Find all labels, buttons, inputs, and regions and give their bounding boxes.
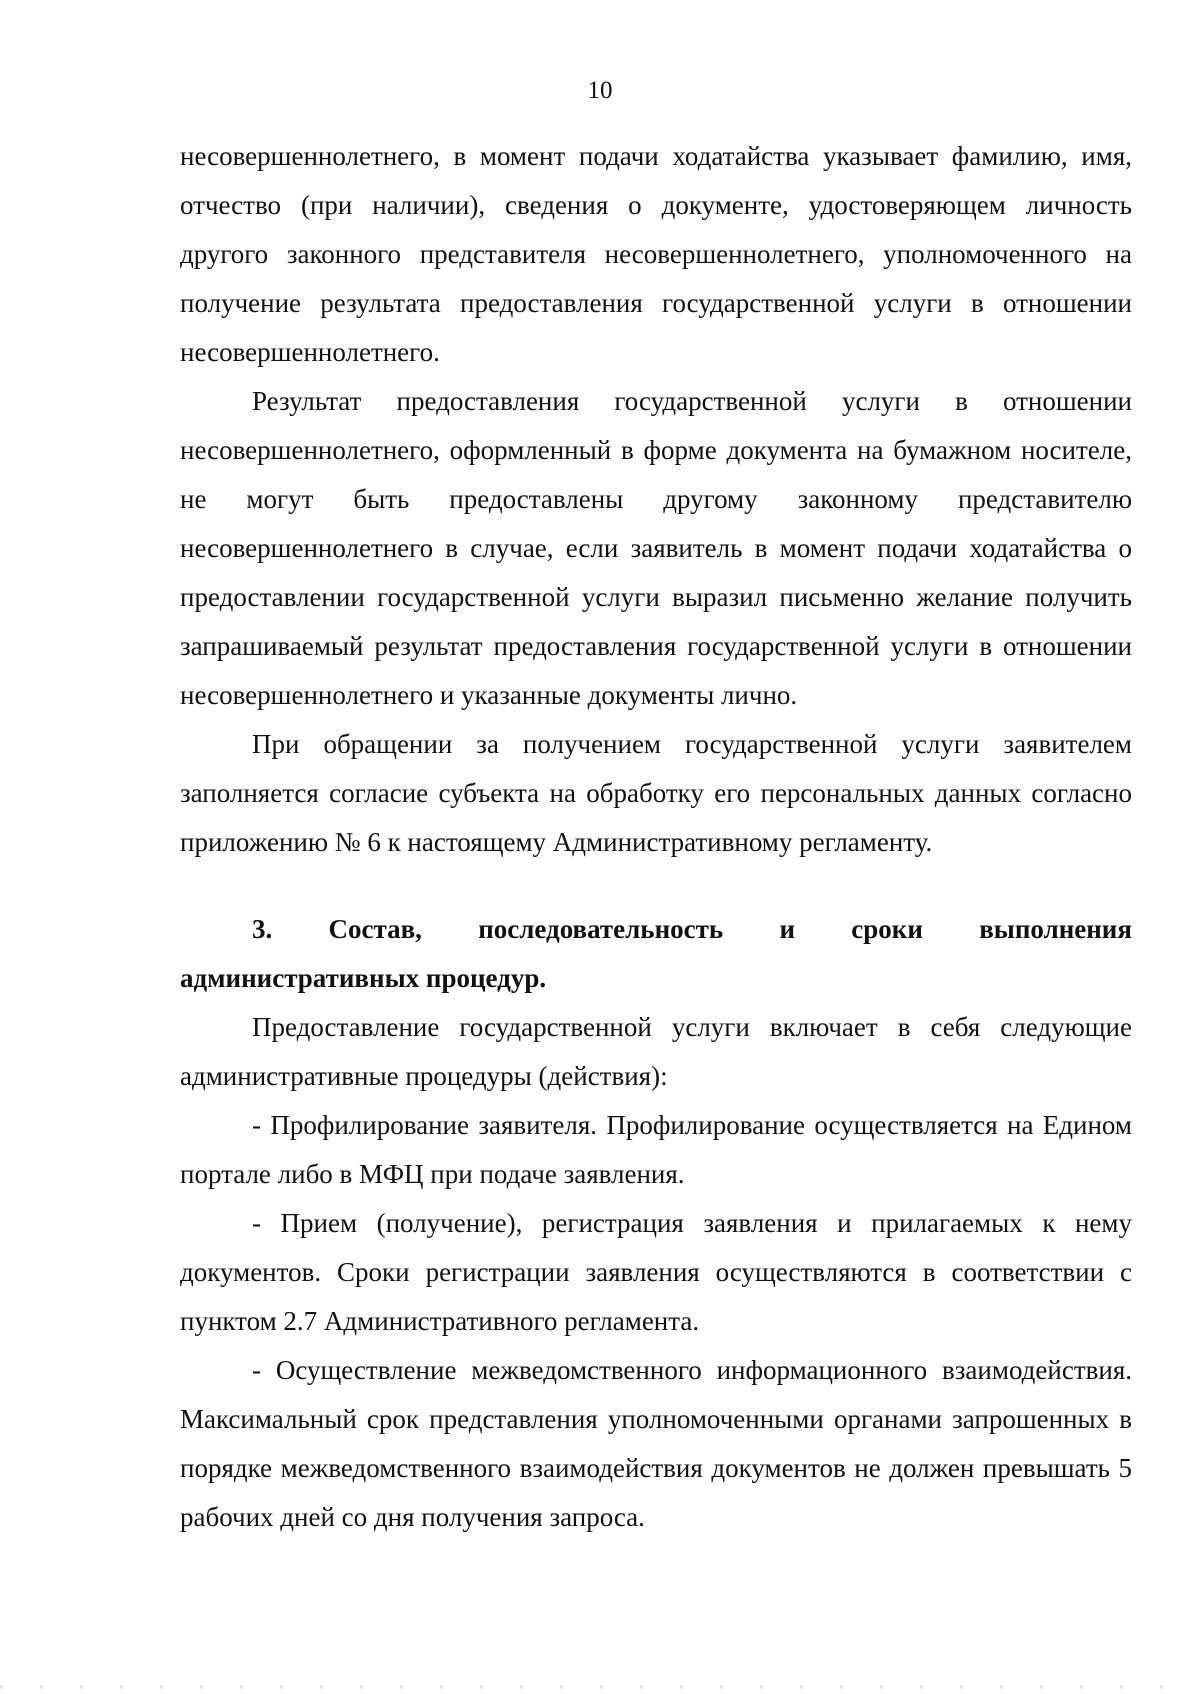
section-heading-word: и: [779, 914, 796, 944]
section-heading-continuation: административных процедур.: [180, 963, 547, 993]
paragraph-continuation: несовершеннолетнего, в момент подачи ходатайства указывает фамилию, имя, отчество (при наличии), сведения о документе, удостоверяющем личность другого законного представителя несовершеннолетнего, уполномоченного на получение результата предоставления государственной услуги в отношении несовершеннолетнего.: [180, 141, 1132, 367]
section-heading-word: выполнения: [979, 914, 1132, 944]
document-body: [180, 132, 1132, 1542]
section-heading-word: сроки: [851, 914, 923, 944]
paragraph-result-minor: Результат предоставления государственной услуги в отношении несовершеннолетнего, оформленный в форме документа на бумажном носителе, не могут быть предоставлены другому законному представителю несовершеннолетнего в случае, если заявитель в момент подачи ходатайства о предоставлении государственной услуги выразил письменно желание получить запрашиваемый результат предоставления государственной услуги в отношении несовершеннолетнего и указанные документы лично.: [180, 386, 1132, 710]
list-item-registration: - Прием (получение), регистрация заявления и прилагаемых к нему документов. Сроки регистрации заявления осуществляются в соответствии с пунктом 2.7 Административного регламента.: [180, 1208, 1132, 1336]
list-item-profiling: - Профилирование заявителя. Профилирование осуществляется на Едином портале либо в МФЦ при подаче заявления.: [180, 1110, 1132, 1189]
page-number: 10: [587, 77, 613, 104]
list-item-interaction: - Осуществление межведомственного информационного взаимодействия. Максимальный срок представления уполномоченными органами запрошенных в порядке межведомственного взаимодействия документов не должен превышать 5 рабочих дней со дня получения запроса.: [180, 1355, 1132, 1532]
section-heading-line: [180, 905, 1132, 954]
section-heading: [180, 905, 1132, 1003]
paragraph-procedures-intro: Предоставление государственной услуги включает в себя следующие административные процедуры (действия):: [180, 1012, 1132, 1091]
paragraph-consent: При обращении за получением государственной услуги заявителем заполняется согласие субъекта на обработку его персональных данных согласно приложению № 6 к настоящему Административному регламенту.: [180, 729, 1132, 857]
scan-edge-artifact: [0, 1685, 1200, 1689]
section-number: 3.: [252, 914, 273, 944]
section-heading-word: Состав,: [328, 914, 422, 944]
section-heading-word: последовательность: [478, 914, 724, 944]
